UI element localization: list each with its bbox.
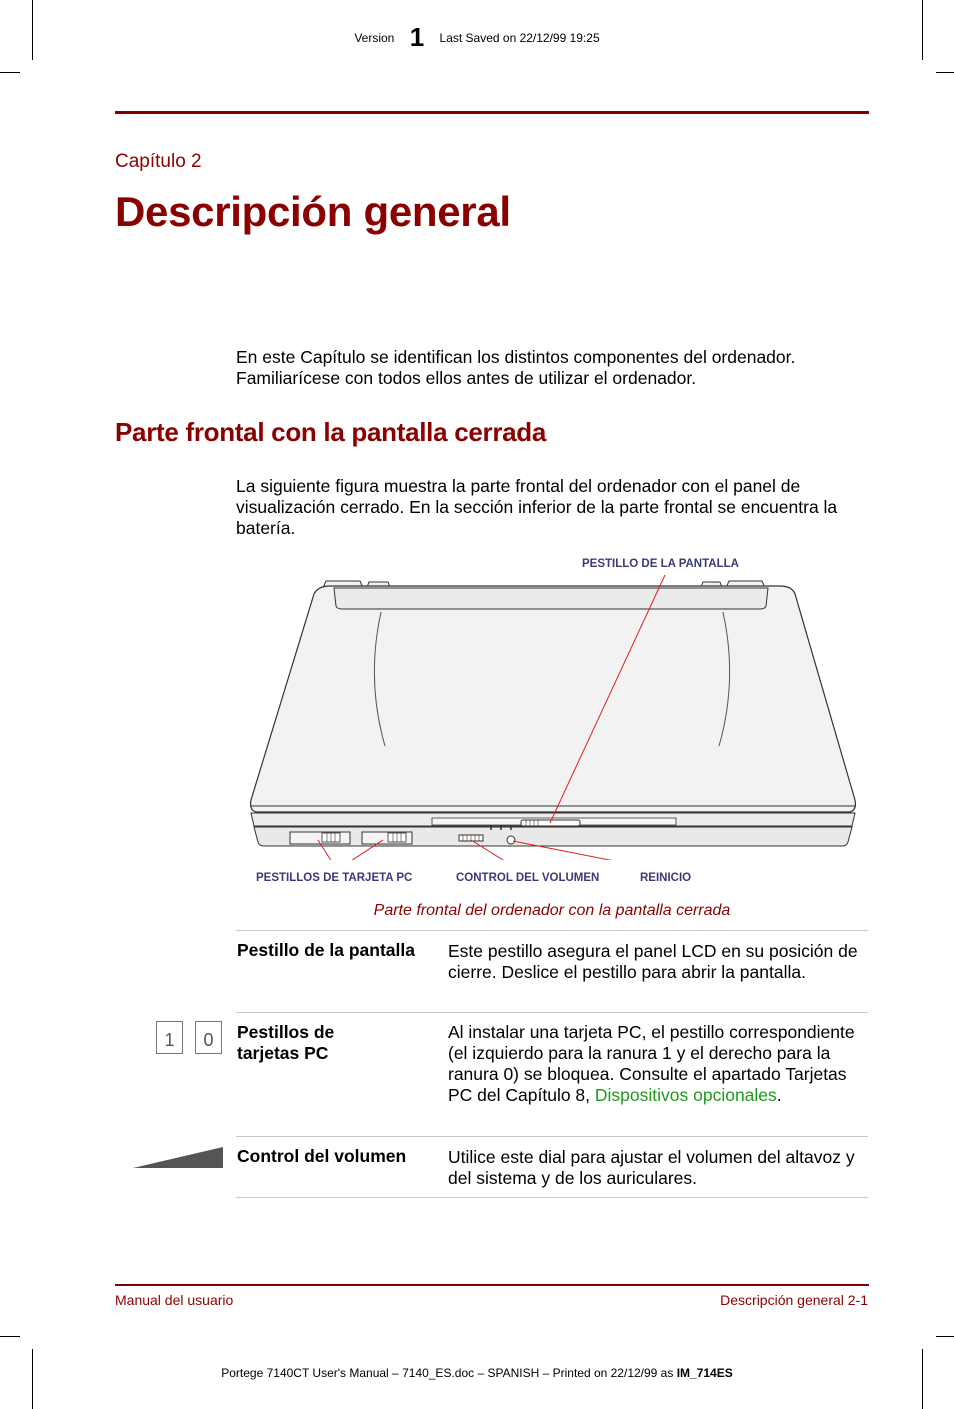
crop-mark bbox=[936, 1336, 954, 1337]
crop-mark bbox=[0, 1336, 20, 1337]
callout-display-latch: PESTILLO DE LA PANTALLA bbox=[582, 558, 739, 570]
version-number: 1 bbox=[409, 22, 425, 52]
volume-wedge-icon bbox=[133, 1147, 224, 1169]
print-line: Portege 7140CT User's Manual – 7140_ES.doc – SPANISH – Printed on 22/12/99 as IM_714ES bbox=[221, 1366, 733, 1380]
section-intro: La siguiente figura muestra la parte frontal del ordenador con el panel de visualización cerrado. En la sección inferior de la parte frontal se encuentra la batería. bbox=[236, 476, 838, 538]
table-divider bbox=[236, 1012, 868, 1013]
desc-display-latch: Este pestillo asegura el panel LCD en su posición de cierre. Deslice el pestillo para abrir la pantalla. bbox=[448, 941, 858, 982]
table-divider bbox=[236, 1197, 868, 1198]
last-saved: Last Saved on 22/12/99 19:25 bbox=[439, 31, 600, 45]
footer-right: Descripción general 2-1 bbox=[720, 1292, 868, 1308]
desc-volume-control: Utilice este dial para ajustar el volumen del altavoz y del sistema y de los auriculares. bbox=[448, 1147, 855, 1188]
term-volume-control: Control del volumen bbox=[237, 1146, 407, 1166]
top-rule bbox=[115, 111, 869, 114]
version-label: Version bbox=[354, 31, 395, 45]
crop-mark bbox=[0, 72, 20, 73]
link-optional-devices[interactable]: Dispositivos opcionales bbox=[594, 1085, 777, 1105]
desc-pc-card-latches: Al instalar una tarjeta PC, el pestillo correspondiente (el izquierdo para la ranura 1 y el derecho para la ranura 0) se bloquea. Consulte el apartado Tarjetas PC del Capítulo 8, Dispositivos opcionales. bbox=[448, 1022, 855, 1105]
pc-card-slot-0-icon: 0 bbox=[195, 1021, 222, 1054]
footer-left: Manual del usuario bbox=[115, 1292, 234, 1308]
crop-mark bbox=[936, 72, 954, 73]
version-header bbox=[0, 22, 954, 53]
laptop-front-illustration bbox=[240, 570, 870, 860]
table-divider bbox=[236, 930, 868, 931]
term-pc-card-latches: Pestillos de tarjetas PC bbox=[237, 1022, 335, 1063]
chapter-label: Capítulo 2 bbox=[115, 151, 202, 172]
term-display-latch: Pestillo de la pantalla bbox=[237, 940, 415, 960]
callout-pc-card-latches: PESTILLOS DE TARJETA PC bbox=[256, 872, 413, 884]
intro-paragraph: En este Capítulo se identifican los distintos componentes del ordenador. Familiarícese con todos ellos antes de utilizar el ordenador. bbox=[236, 347, 796, 388]
callout-volume-control: CONTROL DEL VOLUMEN bbox=[456, 872, 600, 884]
table-divider bbox=[236, 1136, 868, 1137]
section-title: Parte frontal con la pantalla cerrada bbox=[115, 417, 547, 447]
callout-reset: REINICIO bbox=[640, 872, 692, 884]
page-title: Descripción general bbox=[115, 188, 511, 235]
figure-caption: Parte frontal del ordenador con la pantalla cerrada bbox=[373, 902, 731, 919]
pc-card-slot-1-icon: 1 bbox=[156, 1021, 183, 1054]
bottom-rule bbox=[115, 1284, 869, 1286]
